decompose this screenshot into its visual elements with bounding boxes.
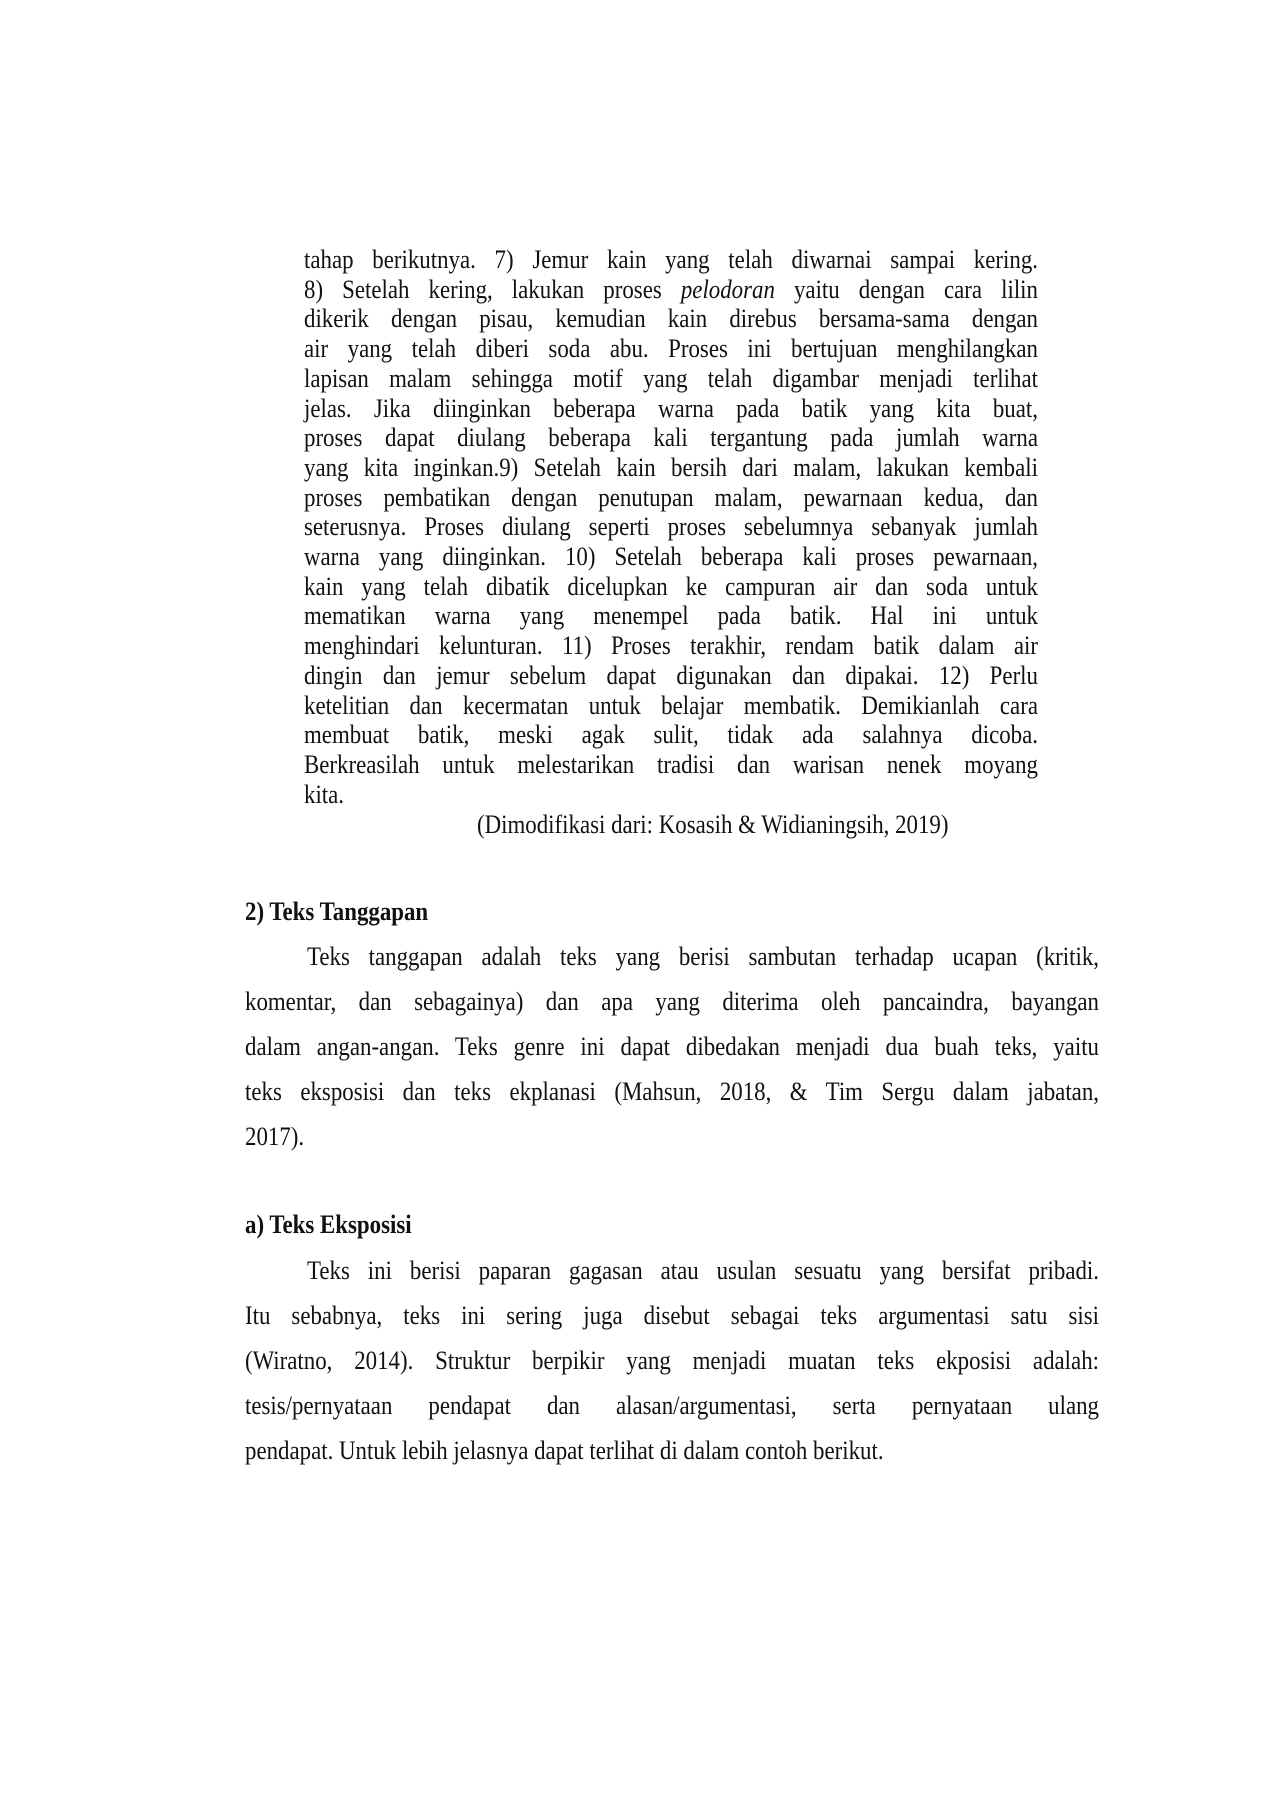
citation: (Dimodifikasi dari: Kosasih & Widianingsih, 2019) <box>477 810 949 839</box>
text-line: seterusnya. Proses diulang seperti proses sebelumnya sebanyak jumlah <box>304 512 1038 542</box>
text-line: proses dapat diulang beberapa kali tergantung pada jumlah warna <box>304 423 1038 453</box>
text-line: dingin dan jemur sebelum dapat digunakan dan dipakai. 12) Perlu <box>304 660 1038 690</box>
text-line: lapisan malam sehingga motif yang telah digambar menjadi terlihat <box>304 363 1038 393</box>
text-line: tesis/pernyataan pendapat dan alasan/argumentasi, serta pernyataan ulang <box>245 1391 1099 1420</box>
text-line: membuat batik, meski agak sulit, tidak ada salahnya dicoba. <box>304 720 1038 750</box>
text-line: teks eksposisi dan teks ekplanasi (Mahsun, 2018, & Tim Sergu dalam jabatan, <box>245 1077 1099 1106</box>
text-line: kain yang telah dibatik dicelupkan ke campuran air dan soda untuk <box>304 571 1038 601</box>
text-segment: 8) Setelah kering, lakukan proses <box>304 274 681 304</box>
text-segment: yaitu dengan cara lilin <box>774 274 1038 304</box>
text-line: ketelitian dan kecermatan untuk belajar membatik. Demikianlah cara <box>304 690 1038 720</box>
text-line: (Wiratno, 2014). Struktur berpikir yang menjadi muatan teks ekposisi adalah: <box>245 1346 1099 1375</box>
text-line: Teks ini berisi paparan gagasan atau usulan sesuatu yang bersifat pribadi. <box>307 1256 1099 1285</box>
text-line: Berkreasilah untuk melestarikan tradisi dan warisan nenek moyang <box>304 749 1038 779</box>
text-line: Teks tanggapan adalah teks yang berisi sambutan terhadap ucapan (kritik, <box>307 942 1099 971</box>
text-line: dalam angan-angan. Teks genre ini dapat dibedakan menjadi dua buah teks, yaitu <box>245 1032 1099 1061</box>
text-line: pendapat. Untuk lebih jelasnya dapat terlihat di dalam contoh berikut. <box>245 1436 884 1465</box>
heading-teks-tanggapan: 2) Teks Tanggapan <box>245 897 429 926</box>
text-line: air yang telah diberi soda abu. Proses ini bertujuan menghilangkan <box>304 334 1038 364</box>
text-line: komentar, dan sebagainya) dan apa yang diterima oleh pancaindra, bayangan <box>245 987 1099 1016</box>
text-line: kita. <box>304 779 345 809</box>
text-line: menghindari kelunturan. 11) Proses terakhir, rendam batik dalam air <box>304 631 1038 661</box>
text-line: 2017). <box>245 1122 305 1151</box>
text-line: Itu sebabnya, teks ini sering juga disebut sebagai teks argumentasi satu sisi <box>245 1301 1099 1330</box>
text-line: yang kita inginkan.9) Setelah kain bersih dari malam, lakukan kembali <box>304 452 1038 482</box>
text-line: mematikan warna yang menempel pada batik. Hal ini untuk <box>304 601 1038 631</box>
text-line: proses pembatikan dengan penutupan malam, pewarnaan kedua, dan <box>304 482 1038 512</box>
text-line <box>304 275 1038 305</box>
text-line: tahap berikutnya. 7) Jemur kain yang telah diwarnai sampai kering. <box>304 245 1038 274</box>
heading-teks-eksposisi: a) Teks Eksposisi <box>245 1210 412 1239</box>
italic-term: pelodoran <box>680 274 775 304</box>
text-line: jelas. Jika diinginkan beberapa warna pada batik yang kita buat, <box>304 393 1038 423</box>
text-line: warna yang diinginkan. 10) Setelah beberapa kali proses pewarnaan, <box>304 542 1038 571</box>
text-line: dikerik dengan pisau, kemudian kain direbus bersama-sama dengan <box>304 304 1038 334</box>
